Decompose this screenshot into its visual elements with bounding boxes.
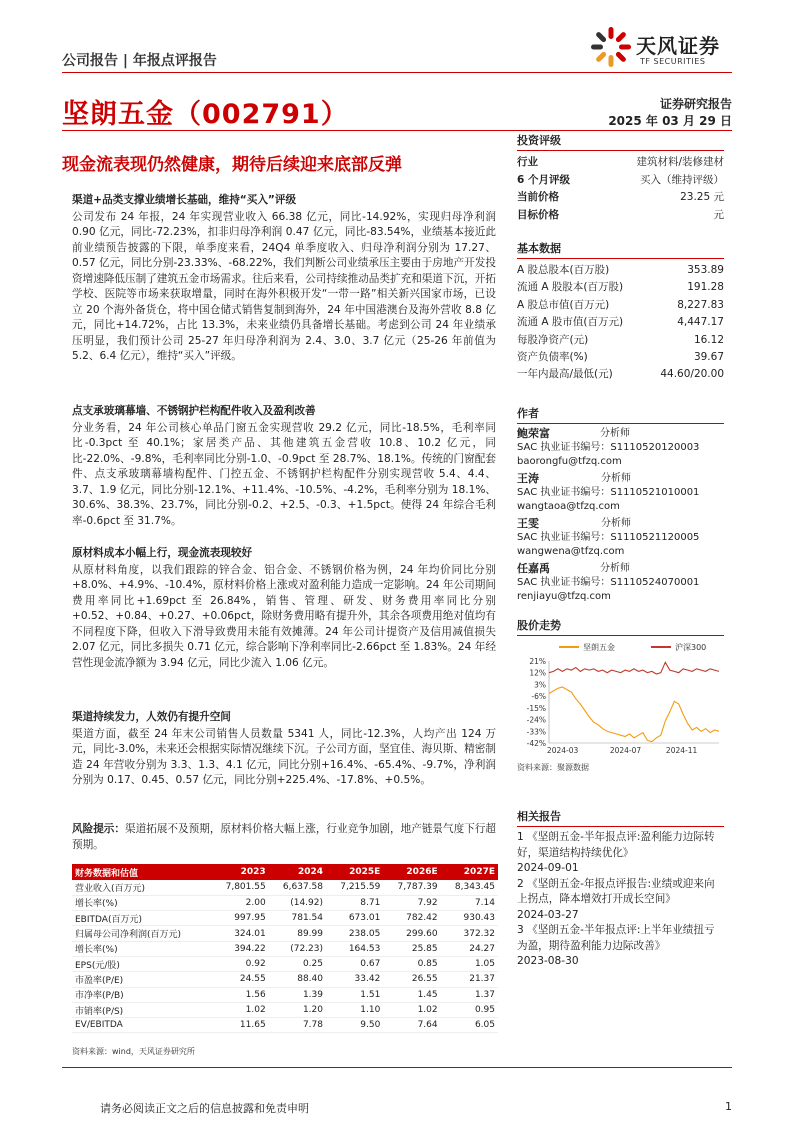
risk-heading: 风险提示： [72,823,126,835]
section-heading: 点支承玻璃幕墙、不锈钢护栏构配件收入及盈利改善 [72,405,316,417]
rating-row [517,172,724,190]
basic-row [517,297,724,314]
basic-key: 流通 A 股市值(百万元) [517,316,624,329]
risk-body: 渠道拓展不及预期，原材料价格大幅上涨，行业竞争加剧，地产链景气度下行超预期。 [72,823,497,851]
table-cell: 782.42 [383,911,440,926]
section-2 [72,404,496,529]
rating-value: 元 [713,208,724,221]
analyst [517,427,724,469]
analyst [517,562,724,604]
section-3 [72,546,496,671]
report-date: 2025 年 03 月 29 日 [608,114,732,128]
table-cell: 324.01 [211,926,268,941]
legend-label: 沪深300 [675,643,707,652]
rating-value: 买入（维持评级） [640,173,724,186]
table-cell: 1.56 [211,987,268,1002]
x-tick-label: 2024-07 [609,746,642,755]
table-cell: 673.01 [326,911,383,926]
section-heading: 原材料成本小幅上行，现金流表现较好 [72,547,253,559]
table-cell: 1.37 [441,987,498,1002]
section-body: 从原材料角度，以我们跟踪的锌合金、铝合金、不锈钢价格为例，24 年均价同比分别+8.0%、+4.9%、-10.4%，原材料价格上涨或对盈利能力造成一定影响。24 年公司期间费用率同比+1.69pct 至 26.84%，销售、管理、研发、财务费用率同比分别+0.52、+0.84、+0.27、+0.06pct，除财务费用略有提升外，其余各项费用绝对值均有不同程度下降，但收入下滑导致费用未能有效摊薄。24 年公司计提资产及信用减值损失 2.07 亿元，同比多损失 0.71 亿元，综合影响下净利率同比-2.66pct 至 1.83%。24 年经营性现金流净额为 3.94 亿元，同比少流入 1.06 亿元。 [72,563,496,669]
stock-price-chart [517,639,724,757]
analyst-name: 任嘉禹 [517,562,550,575]
basic-key: 流通 A 股股本(百万股) [517,281,624,294]
table-cell: 1.02 [383,1002,440,1017]
basic-value: 191.28 [687,281,724,294]
legend-label: 坚朗五金 [583,643,615,652]
basic-data-title: 基本数据 [517,240,724,259]
table-cell: 增长率(%) [72,941,211,956]
table-header-cell: 2023 [211,864,268,880]
rating-value: 23.25 元 [680,191,724,203]
basic-key: 一年内最高/最低(元) [517,368,613,381]
header-divider [62,72,732,73]
table-cell: 7,215.59 [326,880,383,895]
table-cell: 归属母公司净利润(百万元) [72,926,211,941]
y-tick-label: -6% [531,692,546,702]
table-cell: 1.02 [211,1002,268,1017]
table-source: 资料来源：wind，天风证券研究所 [72,1047,195,1056]
chart-source: 资料来源：聚源数据 [517,763,589,772]
related-item[interactable]: 1 《坚朗五金-半年报点评:盈利能力边际转好，渠道结构持续优化》 [517,831,715,859]
stock-chart-title: 股价走势 [517,617,724,636]
table-cell: 6,637.58 [269,880,326,895]
basic-value: 8,227.83 [677,298,724,311]
table-cell: 7.92 [383,895,440,910]
basic-value: 44.60/20.00 [660,368,724,381]
table-cell: 7,801.55 [211,880,268,895]
table-row [72,941,498,956]
table-cell: 21.37 [441,972,498,987]
table-cell: 营业收入(百万元) [72,880,211,895]
section-heading: 渠道+品类支撑业绩增长基础，维持“买入”评级 [72,194,297,206]
table-cell: 781.54 [269,911,326,926]
table-cell: (14.92) [269,895,326,910]
table-row [72,1002,498,1017]
analyst-email[interactable]: renjiayu@tfzq.com [517,591,611,602]
related-item[interactable]: 3 《坚朗五金-半年报点评:上半年业绩扭亏为盈，期待盈利能力边际改善》 [517,924,715,952]
table-cell: 89.99 [269,926,326,941]
related-item[interactable]: 2 《坚朗五金-年报点评报告:业绩或迎来向上拐点，降本增效打开成长空间》 [517,877,715,905]
table-cell: (72.23) [269,941,326,956]
table-row [72,895,498,910]
table-row [72,926,498,941]
table-cell: 8,343.45 [441,880,498,895]
analyst-name: 王涛 [517,472,539,485]
basic-key: A 股总股本(百万股) [517,264,610,276]
table-cell: 增长率(%) [72,895,211,910]
rating-key: 当前价格 [517,191,559,203]
section-heading: 渠道持续发力，人效仍有提升空间 [72,711,231,723]
table-cell: 299.60 [383,926,440,941]
table-cell: 市销率(P/S) [72,1002,211,1017]
analyst [517,472,724,514]
section-4 [72,710,496,789]
related-list [517,830,724,970]
rating-row [517,154,724,172]
table-cell: 市盈率(P/E) [72,972,211,987]
analyst-email[interactable]: baorongfu@tfzq.com [517,456,622,467]
table-cell: 2.00 [211,895,268,910]
logo-en: TF SECURITIES [640,57,706,66]
x-tick-label: 2024-03 [546,746,579,755]
basic-value: 39.67 [693,351,724,364]
basic-value: 16.12 [693,333,724,346]
table-header-cell: 2024 [269,864,326,880]
y-tick-label: 21% [529,657,546,666]
analyst [517,517,724,559]
analyst-name: 王雯 [517,517,539,530]
y-tick-label: -33% [526,727,546,737]
table-header-cell: 2025E [326,864,383,880]
section-1 [72,193,496,365]
tf-logo-icon [588,24,634,70]
basic-key: 每股净资产(元) [517,333,589,346]
table-cell: 24.27 [441,941,498,956]
related-date: 2024-03-27 [517,908,579,921]
basic-row [517,262,724,279]
basic-row [517,279,724,296]
table-row [72,987,498,1002]
table-cell: EBITDA(百万元) [72,911,211,926]
table-cell: EPS(元/股) [72,956,211,971]
table-cell: 1.10 [326,1002,383,1017]
investment-rating [517,132,724,224]
stock-chart-block [517,617,724,773]
headline: 现金流表现仍然健康，期待后续迎来底部反弹 [62,155,402,175]
table-header-cell: 财务数据和估值 [72,864,211,880]
table-header-cell: 2027E [441,864,498,880]
rating-value: 建筑材料/装修建材 [636,156,724,168]
table-cell: 11.65 [211,1018,268,1033]
table-cell: 0.92 [211,956,268,971]
page-number: 1 [725,1100,732,1113]
table-row [72,956,498,971]
table-row [72,880,498,895]
rating-row [517,207,724,225]
related-title: 相关报告 [517,808,724,827]
analyst-cert: SAC 执业证书编号：S1110520120003 [517,442,700,453]
analyst-email[interactable]: wangwena@tfzq.com [517,546,625,557]
table-cell: 0.25 [269,956,326,971]
table-cell: 394.22 [211,941,268,956]
analyst-email[interactable]: wangtaoa@tfzq.com [517,501,620,512]
table-cell: 88.40 [269,972,326,987]
rating-row [517,189,724,207]
table-cell: 7.64 [383,1018,440,1033]
analyst-role: 分析师 [601,473,631,484]
table-cell: 164.53 [326,941,383,956]
risk-section [72,822,496,853]
table-row [72,911,498,926]
series-line [549,662,719,674]
basic-row [517,349,724,366]
table-cell: 8.71 [326,895,383,910]
table-cell: 372.32 [441,926,498,941]
related-reports [517,808,724,970]
table-cell: 24.55 [211,972,268,987]
logo-name: 天风证券 [636,34,720,58]
table-cell: 1.05 [441,956,498,971]
analyst-cert: SAC 执业证书编号：S1110524070001 [517,577,700,588]
table-cell: 7.14 [441,895,498,910]
analyst-role: 分析师 [600,563,630,574]
y-tick-label: -15% [526,703,546,713]
table-cell: 238.05 [326,926,383,941]
authors [517,405,724,604]
table-row [72,1018,498,1033]
basic-key: A 股总市值(百万元) [517,298,610,311]
table-cell: 市净率(P/B) [72,987,211,1002]
table-row [72,972,498,987]
table-cell: 0.95 [441,1002,498,1017]
basic-data [517,240,724,384]
analyst-role: 分析师 [601,518,631,529]
rating-key: 6 个月评级 [517,173,570,186]
section-body: 公司发布 24 年报，24 年实现营业收入 66.38 亿元，同比-14.92%，实现归母净利润 0.90 亿元，同比-72.23%，扣非归母净利润 0.47 亿元，同比-83.54%，业绩基本接近此前业绩预告披露的下限，单季度来看，24Q4 单季度收入、归母净利润分别为 17.27、0.57 亿元，同比分别-23.33%、-68.22%，我们判断公司业绩承压主要由于房地产开发投资增速降低压制了建筑五金市场需求。往后来看，公司持续推动品类扩充和渠道下沉，开拓学校、医院等市场来获取增量，同时在海外积极开发“一带一路”相关新兴国家市场，已设立 20 个海外备货仓，将中国仓储式销售复制到海外，24 年中国港澳台及海外营收 8.8 亿元，同比+14.72%，占比 13.3%，未来业绩仍具备增长基础。考虑到公司 24 年业绩承压明显，我们预计公司 25-27 年归母净利润为 2.4、3.0、3.7 亿元（25-26 年前值为 5.2、6.4 亿元），维持“买入”评级。 [72,210,496,362]
analyst-name: 鲍荣富 [517,427,550,440]
table-cell: 930.43 [441,911,498,926]
rating-key: 行业 [517,156,538,168]
table-cell: 9.50 [326,1018,383,1033]
analyst-role: 分析师 [600,428,630,439]
table-cell: 7,787.39 [383,880,440,895]
y-tick-label: 12% [529,668,546,678]
related-date: 2023-08-30 [517,955,579,967]
title-divider [62,130,732,131]
report-type: 公司报告 | 年报点评报告 [62,53,217,69]
related-date: 2024-09-01 [517,862,579,874]
x-tick-label: 2024-11 [665,746,698,755]
rating-key: 目标价格 [517,208,559,221]
table-cell: 33.42 [326,972,383,987]
footer-divider [62,1067,732,1068]
table-header-row [72,864,498,880]
basic-value: 4,447.17 [677,316,724,329]
series-line [549,687,719,742]
table-cell: 25.85 [383,941,440,956]
analyst-cert: SAC 执业证书编号：S1110521120005 [517,532,700,543]
rating-title: 投资评级 [517,132,724,151]
y-tick-label: -42% [526,739,546,748]
table-cell: EV/EBITDA [72,1018,211,1033]
research-label: 证券研究报告 [659,97,732,111]
table-header-cell: 2026E [383,864,440,880]
basic-key: 资产负债率(%) [517,351,588,364]
section-body: 渠道方面，截至 24 年末公司销售人员数量 5341 人，同比-12.3%，人均产出 124 万元，同比-3.0%，未来还会根据实际情况继续下沉。子公司方面，坚宜佳、海贝斯、精密制造 24 年营收分别为 3.3、1.3、4.1 亿元，同比分别+16.4%、-65.4%、-9.7%，净利润分别为 0.17、0.45、0.57 亿元，同比分别+225.4%、-17.8%、+0.5%。 [72,727,496,786]
table-cell: 1.45 [383,987,440,1002]
company-title: 坚朗五金（002791） [62,99,349,130]
table-cell: 0.67 [326,956,383,971]
financial-table [72,864,498,1033]
authors-title: 作者 [517,405,724,424]
table-cell: 7.78 [269,1018,326,1033]
table-cell: 26.55 [383,972,440,987]
section-body: 分业务看，24 年公司核心单品门窗五金实现营收 29.2 亿元，同比-18.5%，毛利率同比-0.3pct 至 40.1%；家居类产品、其他建筑五金营收 10.8、10.2 亿元，同比-22.0%、-9.8%，毛利率同比分别-1.0、-0.9pct 至 28.7%、18.1%。传统的门窗配套件、点支承玻璃幕墙构配件、门控五金、不锈钢护栏构配件分别实现营收 5.4、4.4、3.7、1.9 亿元，同比分别-12.1%、+11.4%、-10.5%、-4.2%，毛利率分别为 18.1%、30.6%、38.3%、23.7%，同比分别-0.2、+2.5、-0.3、+1.5pct。使得 24 年综合毛利率-0.6pct 至 31.7%。 [72,421,496,527]
y-tick-label: -24% [526,715,546,725]
table-cell: 0.85 [383,956,440,971]
table-cell: 6.05 [441,1018,498,1033]
footer-disclaimer: 请务必阅读正文之后的信息披露和免责申明 [100,1102,309,1115]
basic-row [517,366,724,383]
analyst-cert: SAC 执业证书编号：S1110521010001 [517,487,700,498]
table-cell: 997.95 [211,911,268,926]
table-cell: 1.20 [269,1002,326,1017]
table-cell: 1.39 [269,987,326,1002]
table-cell: 1.51 [326,987,383,1002]
basic-row [517,332,724,349]
basic-row [517,314,724,331]
y-tick-label: 3% [534,680,546,690]
basic-value: 353.89 [687,264,724,276]
